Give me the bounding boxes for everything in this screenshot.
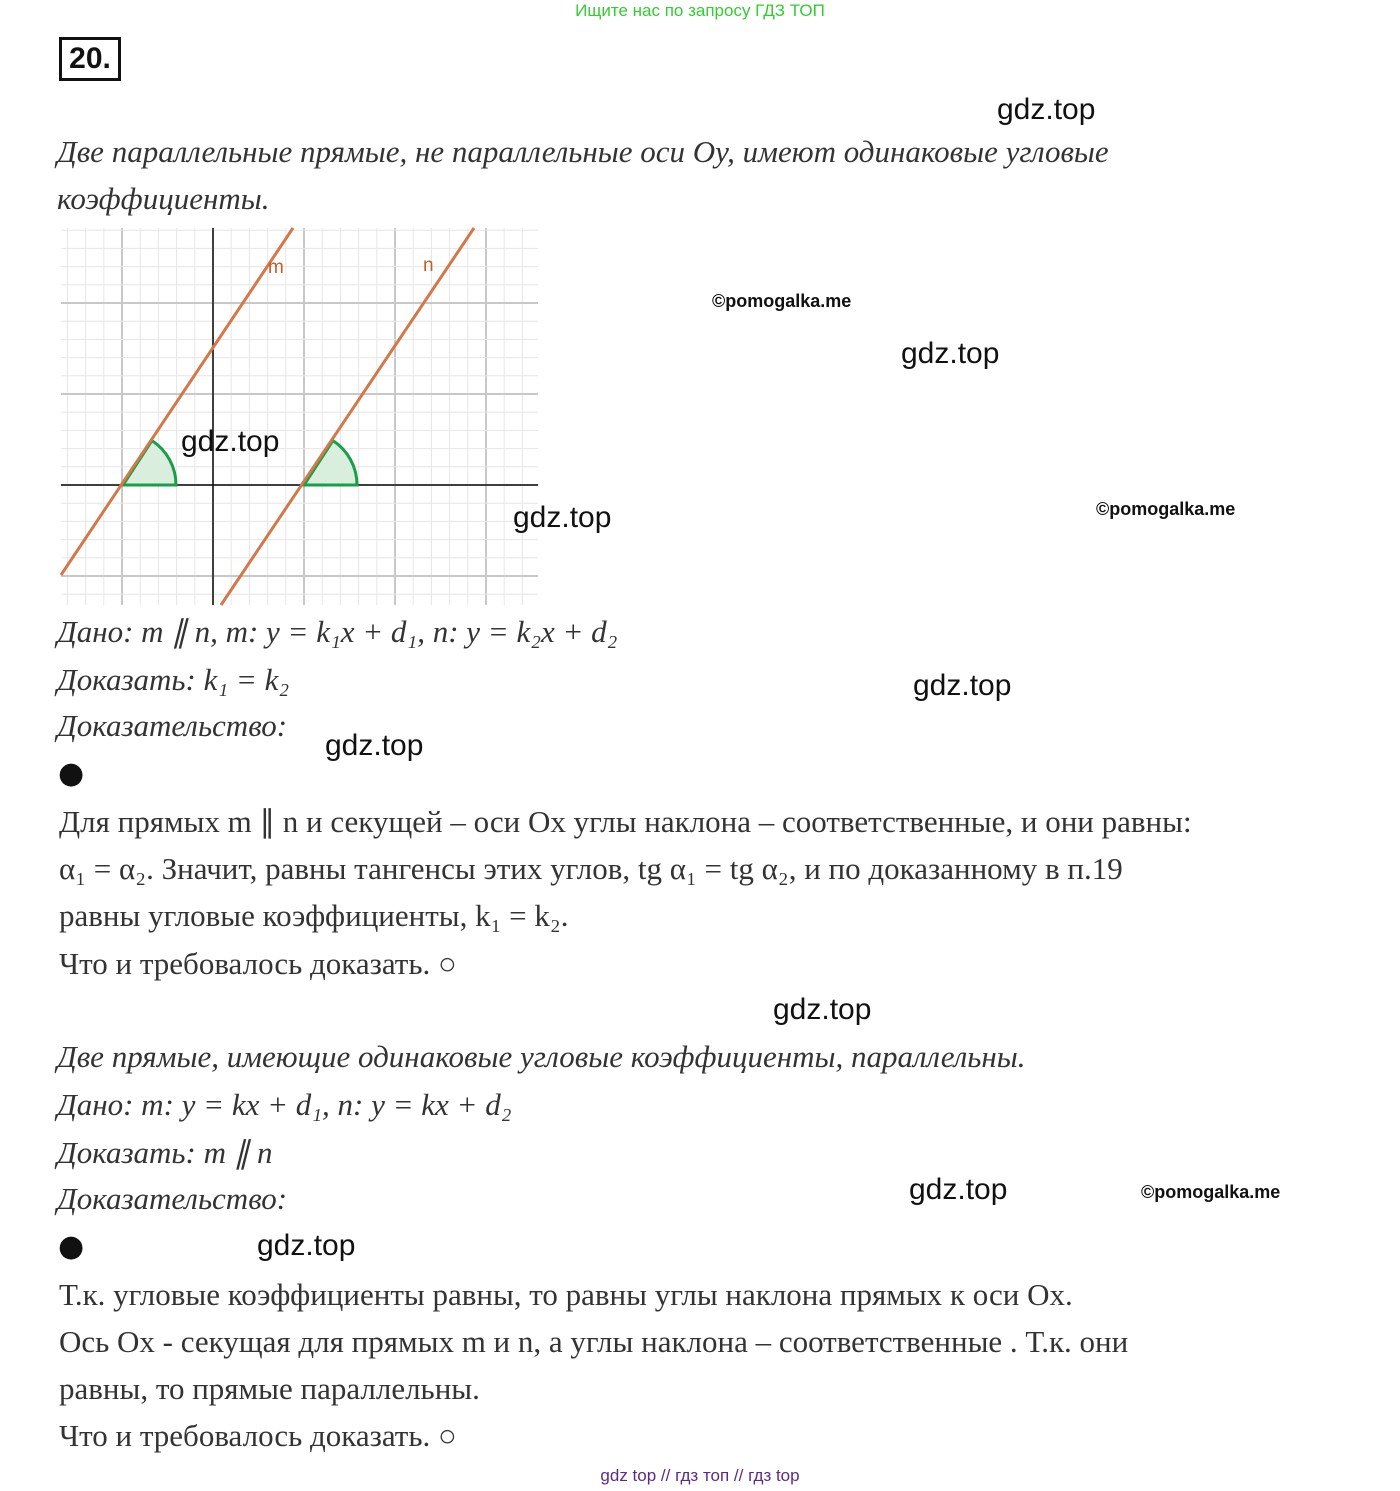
- watermark: gdz.top: [773, 993, 872, 1026]
- proof-label-1: Доказательство:: [57, 708, 288, 743]
- proof-2-line-4: Что и требовалось доказать. ○: [59, 1418, 457, 1453]
- watermark: gdz.top: [909, 1173, 1008, 1206]
- watermark: gdz.top: [997, 93, 1096, 126]
- proof-2-line-3: равны, то прямые параллельны.: [59, 1371, 480, 1406]
- footer-links: gdz top // гдз топ // гдз top: [600, 1466, 800, 1485]
- theorem-1-line-2: коэффициенты.: [57, 181, 270, 216]
- watermark: gdz.top: [901, 337, 1000, 370]
- bullet-1: ●: [58, 756, 85, 791]
- given-1: Дано: m ∥ n, m: y = k₁x + d₁, n: y = k₂x + d₂: [57, 614, 618, 649]
- watermark-pomogalka: ©pomogalka.me: [1141, 1182, 1281, 1202]
- proof-1-line-4: Что и требовалось доказать. ○: [59, 946, 457, 981]
- watermark-pomogalka: ©pomogalka.me: [712, 291, 852, 311]
- watermark: gdz.top: [913, 669, 1012, 702]
- watermark: gdz.top: [513, 501, 612, 534]
- theorem-1-line-1: Две параллельные прямые, не параллельные оси Oy, имеют одинаковые угловые: [57, 134, 1109, 169]
- prove-2: Доказать: m ∥ n: [57, 1135, 273, 1170]
- bullet-2: ●: [58, 1229, 85, 1264]
- line-n-label: n: [423, 255, 434, 276]
- angle-m-marker: [123, 441, 176, 485]
- search-hint: Ищите нас по запросу ГДЗ ТОП: [575, 1, 825, 20]
- proof-2-line-2: Ось Ox - секущая для прямых m и n, а углы наклона – соответственные . Т.к. они: [59, 1324, 1129, 1359]
- proof-1-line-1: Для прямых m ∥ n и секущей – оси Ox углы наклона – соответственные, и они равны:: [59, 804, 1192, 839]
- watermark: gdz.top: [257, 1229, 356, 1262]
- given-2: Дано: m: y = kx + d₁, n: y = kx + d₂: [57, 1087, 512, 1122]
- watermark: gdz.top: [325, 729, 424, 762]
- proof-1-line-2: α₁ = α₂. Значит, равны тангенсы этих углов, tg α₁ = tg α₂, и по доказанному в п.19: [59, 851, 1123, 886]
- angle-n-marker: [304, 441, 357, 485]
- watermark-pomogalka: ©pomogalka.me: [1096, 499, 1236, 519]
- problem-number: 20.: [59, 37, 121, 81]
- prove-1: Доказать: k₁ = k₂: [57, 662, 290, 697]
- proof-1-line-3: равны угловые коэффициенты, k₁ = k₂.: [59, 898, 569, 933]
- line-m-label: m: [268, 257, 284, 278]
- proof-2-line-1: Т.к. угловые коэффициенты равны, то равны углы наклона прямых к оси Ox.: [59, 1277, 1073, 1312]
- watermark: gdz.top: [181, 425, 280, 458]
- proof-label-2: Доказательство:: [57, 1181, 288, 1216]
- parallel-lines-figure: [0, 0, 1400, 620]
- theorem-2: Две прямые, имеющие одинаковые угловые коэффициенты, параллельны.: [57, 1039, 1026, 1074]
